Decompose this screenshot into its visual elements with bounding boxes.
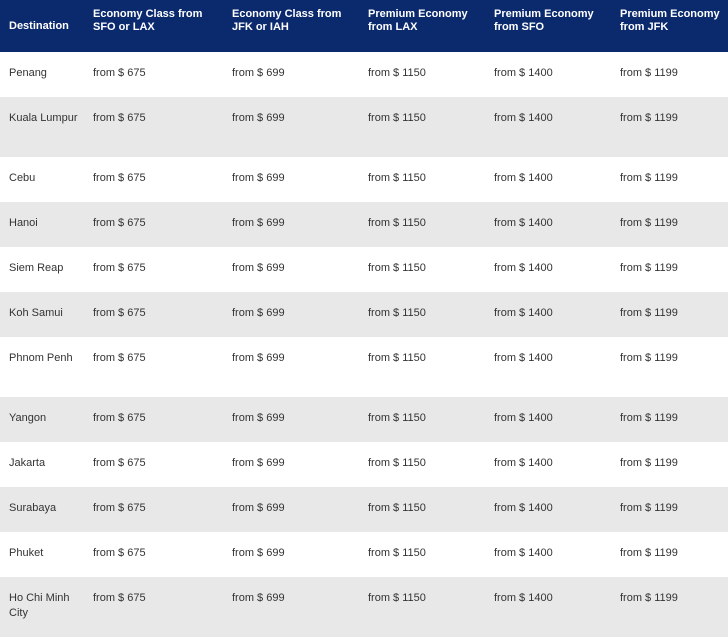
table-row (0, 97, 728, 157)
cell-economy-sfo-lax: from $ 675 (93, 307, 146, 319)
cell-economy-jfk-iah: from $ 699 (232, 307, 285, 319)
cell-premium-sfo: from $ 1400 (494, 547, 553, 559)
cell-destination: Jakarta (9, 457, 46, 469)
cell-premium-sfo: from $ 1400 (494, 412, 553, 424)
cell-premium-jfk: from $ 1199 (620, 457, 678, 469)
cell-premium-jfk: from $ 1199 (620, 172, 678, 184)
cell-premium-sfo: from $ 1400 (494, 502, 553, 514)
header-economy-jfk-iah: Economy Class from JFK or IAH (232, 8, 342, 33)
cell-destination: Phnom Penh (9, 352, 73, 364)
header-premium-sfo: Premium Economy from SFO (494, 8, 594, 33)
cell-premium-lax: from $ 1150 (368, 352, 426, 364)
cell-premium-jfk: from $ 1199 (620, 412, 678, 424)
cell-premium-lax: from $ 1150 (368, 502, 426, 514)
cell-destination: Yangon (9, 412, 47, 424)
cell-economy-sfo-lax: from $ 675 (93, 412, 146, 424)
cell-destination: Koh Samui (9, 307, 63, 319)
cell-premium-sfo: from $ 1400 (494, 352, 553, 364)
cell-economy-jfk-iah: from $ 699 (232, 172, 285, 184)
cell-premium-jfk: from $ 1199 (620, 307, 678, 319)
cell-economy-jfk-iah: from $ 699 (232, 217, 285, 229)
cell-economy-jfk-iah: from $ 699 (232, 352, 285, 364)
cell-premium-sfo: from $ 1400 (494, 217, 553, 229)
cell-premium-sfo: from $ 1400 (494, 67, 553, 79)
cell-destination: Hanoi (9, 217, 38, 229)
cell-premium-sfo: from $ 1400 (494, 457, 553, 469)
cell-premium-lax: from $ 1150 (368, 457, 426, 469)
cell-premium-sfo: from $ 1400 (494, 592, 553, 604)
cell-destination: Siem Reap (9, 262, 64, 274)
cell-premium-jfk: from $ 1199 (620, 67, 678, 79)
cell-premium-jfk: from $ 1199 (620, 592, 678, 604)
header-row (0, 0, 728, 52)
cell-destination: Cebu (9, 172, 36, 184)
cell-economy-sfo-lax: from $ 675 (93, 112, 146, 124)
table-body (0, 52, 728, 637)
cell-premium-sfo: from $ 1400 (494, 112, 553, 124)
cell-premium-jfk: from $ 1199 (620, 112, 678, 124)
cell-economy-jfk-iah: from $ 699 (232, 112, 285, 124)
cell-premium-lax: from $ 1150 (368, 67, 426, 79)
table-row (0, 202, 728, 247)
cell-economy-sfo-lax: from $ 675 (93, 547, 146, 559)
table-row (0, 397, 728, 442)
cell-premium-jfk: from $ 1199 (620, 262, 678, 274)
cell-economy-sfo-lax: from $ 675 (93, 67, 146, 79)
cell-destination: Phuket (9, 547, 44, 559)
cell-premium-jfk: from $ 1199 (620, 547, 678, 559)
cell-economy-sfo-lax: from $ 675 (93, 172, 146, 184)
table-row (0, 157, 728, 202)
cell-economy-jfk-iah: from $ 699 (232, 457, 285, 469)
table-row (0, 292, 728, 337)
cell-destination: Ho Chi Minh City (9, 592, 70, 619)
table-header (0, 0, 728, 52)
cell-premium-sfo: from $ 1400 (494, 307, 553, 319)
cell-economy-jfk-iah: from $ 699 (232, 412, 285, 424)
cell-economy-sfo-lax: from $ 675 (93, 352, 146, 364)
table-row (0, 532, 728, 577)
header-economy-sfo-lax: Economy Class from SFO or LAX (93, 8, 203, 33)
cell-premium-jfk: from $ 1199 (620, 217, 678, 229)
cell-premium-lax: from $ 1150 (368, 547, 426, 559)
cell-economy-jfk-iah: from $ 699 (232, 502, 285, 514)
table-row (0, 487, 728, 532)
cell-premium-jfk: from $ 1199 (620, 352, 678, 364)
table-row (0, 52, 728, 97)
table-row (0, 442, 728, 487)
cell-premium-lax: from $ 1150 (368, 592, 426, 604)
cell-destination: Penang (9, 67, 47, 79)
table-row (0, 337, 728, 397)
cell-premium-lax: from $ 1150 (368, 262, 426, 274)
cell-premium-lax: from $ 1150 (368, 172, 426, 184)
cell-economy-jfk-iah: from $ 699 (232, 592, 285, 604)
header-destination: Destination (9, 19, 69, 32)
cell-economy-sfo-lax: from $ 675 (93, 262, 146, 274)
cell-premium-lax: from $ 1150 (368, 307, 426, 319)
cell-economy-jfk-iah: from $ 699 (232, 547, 285, 559)
cell-premium-sfo: from $ 1400 (494, 262, 553, 274)
cell-economy-sfo-lax: from $ 675 (93, 502, 146, 514)
cell-premium-jfk: from $ 1199 (620, 502, 678, 514)
cell-economy-sfo-lax: from $ 675 (93, 217, 146, 229)
table-row (0, 577, 728, 637)
cell-economy-sfo-lax: from $ 675 (93, 457, 146, 469)
cell-economy-sfo-lax: from $ 675 (93, 592, 146, 604)
cell-premium-lax: from $ 1150 (368, 412, 426, 424)
cell-premium-lax: from $ 1150 (368, 217, 426, 229)
header-premium-lax: Premium Economy from LAX (368, 8, 468, 33)
cell-destination: Kuala Lumpur (9, 112, 78, 124)
cell-destination: Surabaya (9, 502, 57, 514)
cell-premium-sfo: from $ 1400 (494, 172, 553, 184)
table-row (0, 247, 728, 292)
cell-premium-lax: from $ 1150 (368, 112, 426, 124)
cell-economy-jfk-iah: from $ 699 (232, 67, 285, 79)
header-premium-jfk: Premium Economy from JFK (620, 8, 720, 33)
cell-economy-jfk-iah: from $ 699 (232, 262, 285, 274)
